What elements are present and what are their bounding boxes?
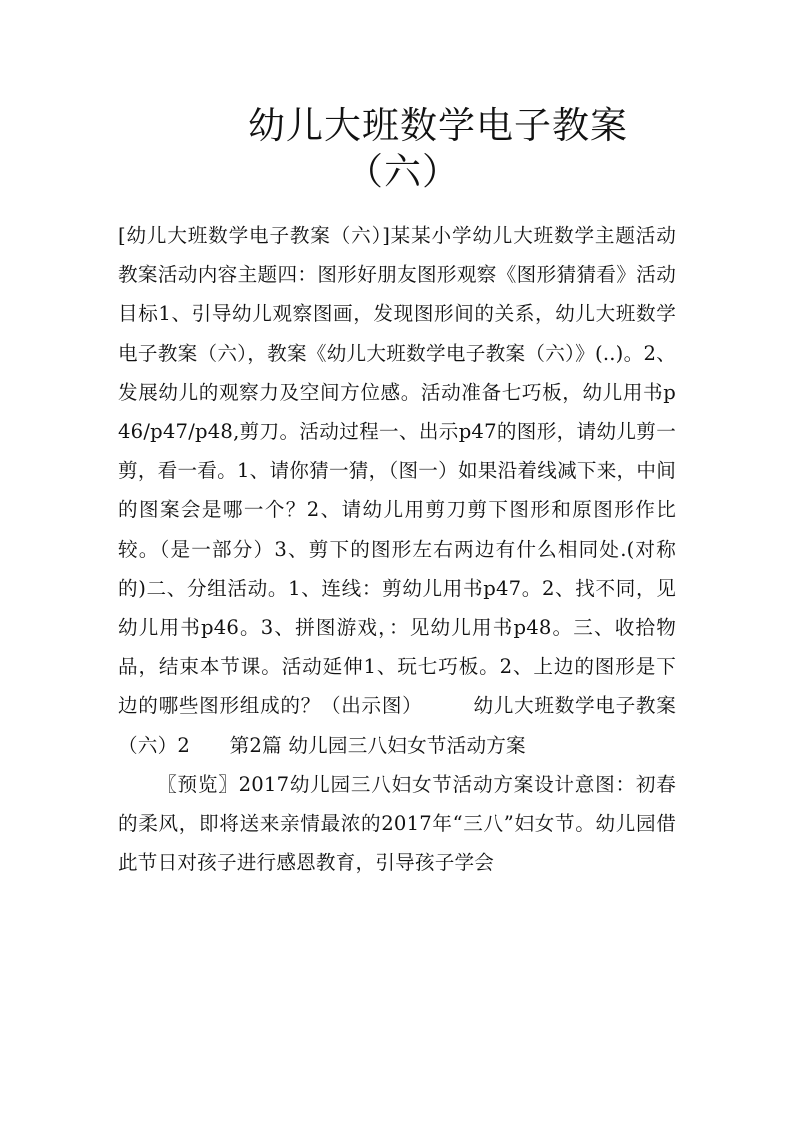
body-paragraph-2: 〖预览〗2017幼儿园三八妇女节活动方案设计意图：初春的柔风，即将送来亲情最浓的2017年“三八”妇女节。幼儿园借此节日对孩子进行感恩教育，引导孩子学会 bbox=[118, 772, 676, 875]
document-title: 幼儿大班数学电子教案 bbox=[248, 104, 628, 147]
body-paragraph-1: [幼儿大班数学电子教案（六）]某某小学幼儿大班数学主题活动教案活动内容主题四：图形好朋友图形观察《图形猜猜看》活动目标1、引导幼儿观察图画，发现图形间的关系，幼儿大班数学电子教案（六），教案《幼儿大班数学电子教案（六）》(..)。2、发展幼儿的观察力及空间方位感。活动准备七巧板，幼儿用书p46/p47/p48,剪刀。活动过程一、出示p47的图形，请幼儿剪一剪，看一看。1、请你猜一猜，（图一）如果沿着线减下来，中间的图案会是哪一个？2、请幼儿用剪刀剪下图形和原图形作比较。（是一部分）3、剪下的图形左右两边有什么相同处.(对称的)二、分组活动。1、连线：剪幼儿用书p47。2、找不同，见幼儿用书p46。3、拼图游戏，：见幼儿用书p48。三、收拾物品，结束本节课。活动延伸1、玩七巧板。2、上边的图形是下边的哪些图形组成的？（出示图） 幼儿大班数学电子教案（六）2 第2篇 幼儿园三八妇女节活动方案 bbox=[118, 224, 676, 757]
document-body bbox=[118, 216, 676, 882]
document-title-subtitle: （六） bbox=[346, 150, 460, 193]
